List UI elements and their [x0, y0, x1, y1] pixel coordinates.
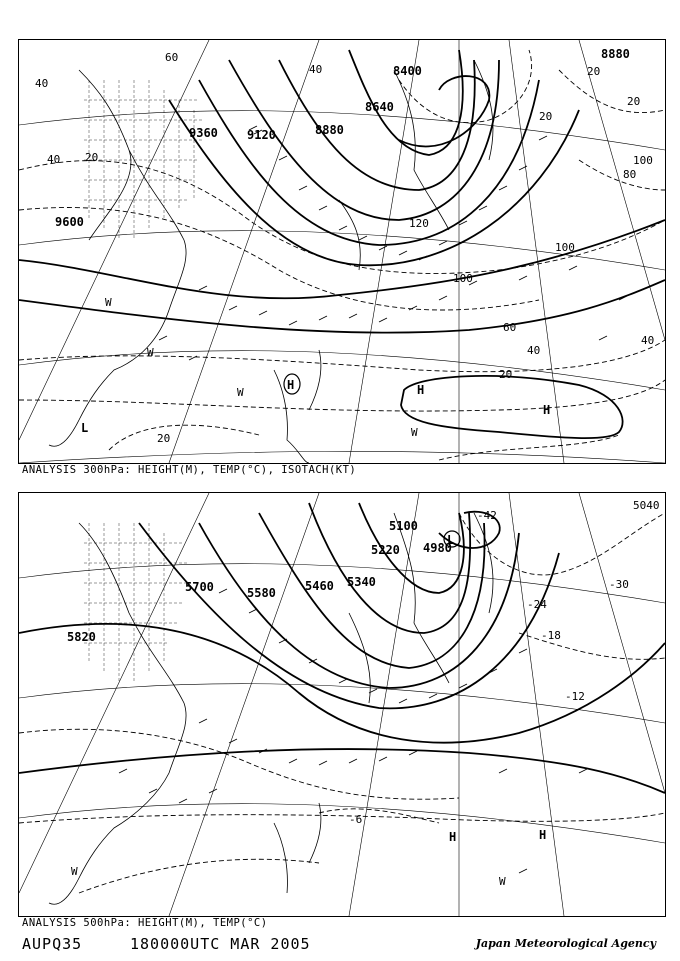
warm-marker: W [499, 875, 506, 888]
caption-300hpa: ANALYSIS 300hPa: HEIGHT(M), TEMP(°C), ISOTACH(KT) [22, 464, 357, 476]
height-label: 8880 [601, 47, 630, 61]
height-label: 5460 [305, 579, 334, 593]
warm-marker: W [411, 426, 418, 439]
low-pressure-marker: L [447, 533, 455, 547]
caption-500hpa: ANALYSIS 500hPa: HEIGHT(M), TEMP(°C) [22, 917, 268, 929]
temperature-label: -18 [541, 629, 561, 642]
isotach-label: 40 [641, 334, 655, 347]
temperature-label: -12 [565, 690, 585, 703]
temperature-label: -24 [527, 598, 547, 611]
low-pressure-marker: L [81, 421, 89, 435]
isotach-label: 60 [165, 51, 179, 64]
height-label: 5340 [347, 575, 376, 589]
warm-marker: W [105, 296, 112, 309]
isotach-label: 40 [527, 344, 541, 357]
high-pressure-marker: H [543, 403, 551, 417]
high-pressure-marker: H [287, 378, 295, 392]
height-label: 8880 [315, 123, 344, 137]
warm-marker: W [71, 865, 78, 878]
isotach-label: 120 [409, 217, 429, 230]
warm-marker: W [237, 386, 244, 399]
warm-marker: W [147, 346, 154, 359]
height-label: 8400 [393, 64, 422, 78]
temperature-label: -6 [349, 813, 363, 826]
coastline [49, 60, 493, 463]
high-pressure-marker: H [417, 383, 425, 397]
isotach-label: 40 [47, 153, 61, 166]
map-500hpa [18, 492, 666, 917]
hatched-region [84, 523, 189, 683]
hatched-region [84, 80, 204, 240]
chart-code: AUPQ35 [22, 935, 83, 953]
map-300hpa-canvas [19, 40, 665, 463]
height-label: 5700 [185, 580, 214, 594]
isotach-label: 80 [623, 168, 637, 181]
wind-barbs [119, 589, 587, 873]
isotach-label: 40 [309, 63, 323, 76]
isotach-label: 60 [503, 321, 517, 334]
map-500hpa-canvas [19, 493, 665, 916]
height-label: 5580 [247, 586, 276, 600]
coastline [49, 513, 493, 904]
height-label: 4980 [423, 541, 452, 555]
height-label: 5220 [371, 543, 400, 557]
lat-lon-grid [19, 493, 665, 916]
high-pressure-marker: H [449, 830, 457, 844]
temperature-label: -42 [477, 509, 497, 522]
height-contours [19, 50, 665, 333]
temperature-contours [19, 513, 665, 893]
height-label: 5100 [389, 519, 418, 533]
height-label: 5820 [67, 630, 96, 644]
height-label: 9360 [189, 126, 218, 140]
high-pressure-marker: H [539, 828, 547, 842]
height-label: 5040 [633, 499, 660, 512]
height-label: 9600 [55, 215, 84, 229]
valid-time: 180000UTC MAR 2005 [130, 935, 311, 953]
isotach-label: 20 [499, 368, 513, 381]
isotach-label: 20 [627, 95, 641, 108]
isotach-label: 20 [587, 65, 601, 78]
height-label: 9120 [247, 128, 276, 142]
isotach-label: 100 [555, 241, 575, 254]
isotach-label: 100 [633, 154, 653, 167]
temperature-label: -30 [609, 578, 629, 591]
isotach-label: 20 [539, 110, 553, 123]
isotach-label: 40 [35, 77, 49, 90]
isotach-label: 20 [85, 151, 99, 164]
isotach-label: 20 [157, 432, 171, 445]
isotach-label: 100 [453, 272, 473, 285]
agency-name: Japan Meteorological Agency [475, 937, 656, 950]
height-label: 8640 [365, 100, 394, 114]
map-300hpa [18, 39, 666, 464]
high-isotach-closed [401, 376, 623, 438]
